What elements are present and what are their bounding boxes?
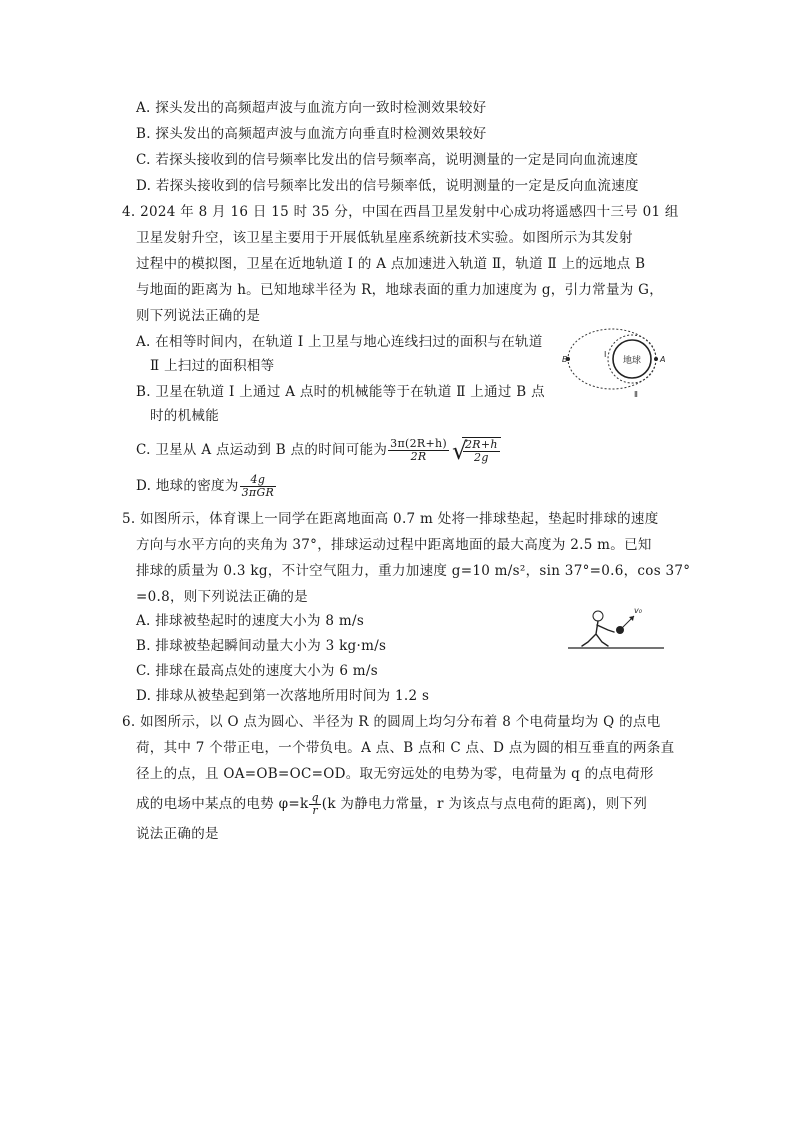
q4-option-a-line1: A. 在相等时间内，在轨道 Ⅰ 上卫星与地心连线扫过的面积与在轨道 [136,334,543,350]
q6-frac-den: r [312,803,318,817]
q4-option-c-fraction [388,438,449,463]
v0-label: v₀ [634,606,642,615]
q3-option-b: B. 探头发出的高频超声波与血流方向垂直时检测效果较好 [136,126,487,142]
q5-stem-line4: =0.8，则下列说法正确的是 [136,589,308,605]
sqrt-sign-icon: √ [451,436,468,465]
q5-option-b: B. 排球被垫起瞬间动量大小为 3 kg·m/s [136,638,387,654]
q5-stem-line1: 5. 如图所示，体育课上一同学在距离地面高 0.7 m 处将一排球垫起，垫起时排球的速度 [122,511,659,527]
q4-option-c-sqrt-num: 2R+h [464,437,498,451]
q4-option-d-frac-num: 4g [240,474,277,487]
q4-option-c [136,432,501,468]
label-orbit-ii: Ⅱ [634,390,638,399]
label-orbit-i: Ⅰ [604,350,607,359]
q5-stem-line3: 排球的质量为 0.3 kg，不计空气阻力，重力加速度 g=10 m/s²，sin 37°=0.6，cos 37° [136,563,691,579]
q6-stem-line5: 说法正确的是 [136,826,219,842]
q6-stem-line1: 6. 如图所示，以 O 点为圆心、半径为 R 的圆周上均匀分布着 8 个电荷量均为 Q 的点电 [122,714,661,730]
q3-option-c: C. 若探头接收到的信号频率比发出的信号频率高，说明测量的一定是同向血流速度 [136,152,639,168]
q4-option-d-text: D. 地球的密度为 [136,478,239,494]
q6-frac-num: q [311,790,319,804]
q5-stem-line2: 方向与水平方向的夹角为 37°，排球运动过程中距离地面的最大高度为 2.5 m。已知 [136,537,652,553]
q6-line4-suffix: (k 为静电力常量，r 为该点与点电荷的距离)，则下列 [321,796,648,812]
q6-stem-line4 [136,786,647,822]
earth-label: 地球 [622,356,642,366]
q5-option-a: A. 排球被垫起时的速度大小为 8 m/s [136,613,365,629]
q6-potential-fraction [309,792,320,817]
label-a: A [660,355,666,364]
point-a-dot [654,357,658,361]
label-b: B [562,355,568,364]
q4-option-b-line1: B. 卫星在轨道 Ⅰ 上通过 A 点时的机械能等于在轨道 Ⅱ 上通过 B 点 [136,384,545,400]
q4-stem-line5: 则下列说法正确的是 [136,308,261,324]
student-head-icon [593,611,603,621]
q4-stem-line4: 与地面的距离为 h。已知地球半径为 R，地球表面的重力加速度为 g，引力常量为 G， [136,282,664,298]
q4-option-c-sqrt [452,437,501,464]
q4-option-d [136,470,277,502]
q4-option-d-frac-den: 3πGR [241,485,275,499]
q5-option-d: D. 排球从被垫起到第一次落地所用时间为 1.2 s [136,688,430,704]
q4-option-d-fraction [240,474,277,499]
orbit-diagram [562,324,670,400]
q4-stem-line1: 4. 2024 年 8 月 16 日 15 时 35 分，中国在西昌卫星发射中心成功将遥感四十三号 01 组 [122,204,679,220]
q3-option-d: D. 若探头接收到的信号频率比发出的信号频率低，说明测量的一定是反向血流速度 [136,178,639,194]
q6-stem-line3: 径上的点，且 OA=OB=OC=OD。取无穷远处的电势为零，电荷量为 q 的点电荷形 [136,766,654,782]
q4-option-c-text: C. 卫星从 A 点运动到 B 点的时间可能为 [136,442,388,458]
volleyball-figure [568,604,668,652]
q6-line4-prefix: 成的电场中某点的电势 φ=k [136,796,309,812]
q4-option-b-line2: 时的机械能 [150,408,219,424]
q5-option-c: C. 排球在最高点处的速度大小为 6 m/s [136,663,378,679]
q3-option-a: A. 探头发出的高频超声波与血流方向一致时检测效果较好 [136,100,487,116]
q4-stem-line3: 过程中的模拟图，卫星在近地轨道 Ⅰ 的 A 点加速进入轨道 Ⅱ，轨道 Ⅱ 上的远地点 B [136,256,646,272]
q6-stem-line2: 荷，其中 7 个带正电，一个带负电。A 点、B 点和 C 点、D 点为圆的相互垂直的两条直 [136,740,675,756]
q4-option-c-frac-num: 3π(2R+h) [390,436,447,450]
q4-option-a-line2: Ⅱ 上扫过的面积相等 [150,358,275,374]
q4-option-c-frac-den: 2R [410,449,427,463]
q4-option-c-sqrt-den: 2g [474,450,489,464]
student-body-icon [582,621,614,646]
q4-stem-line2: 卫星发射升空，该卫星主要用于开展低轨星座系统新技术实验。如图所示为其发射 [136,230,633,246]
